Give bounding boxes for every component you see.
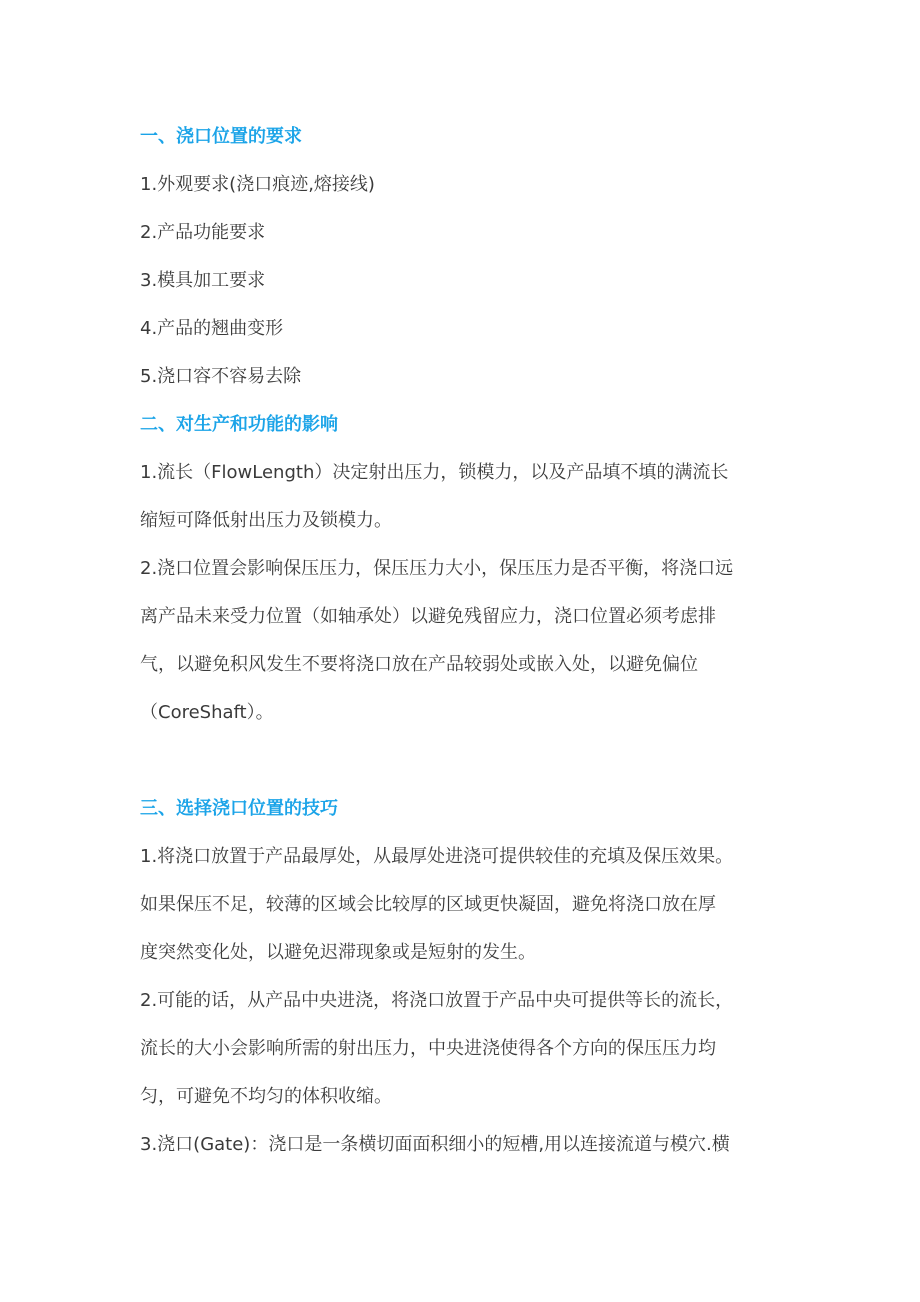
paragraph-line: （CoreShaft）。 [140, 702, 274, 723]
list-item: 2.产品功能要求 [140, 222, 266, 243]
section-heading: 二、对生产和功能的影响 [140, 414, 338, 435]
section-gate-selection-tips [140, 793, 790, 1161]
section-heading: 一、浇口位置的要求 [140, 126, 302, 147]
paragraph-line: 度突然变化处，以避免迟滞现象或是短射的发生。 [140, 942, 536, 963]
document-body [140, 121, 790, 1161]
paragraph-line: 离产品未来受力位置（如轴承处）以避免残留应力，浇口位置必须考虑排 [140, 606, 716, 627]
paragraph-line: 缩短可降低射出压力及锁模力。 [140, 510, 392, 531]
list-item: 3.模具加工要求 [140, 270, 266, 291]
paragraph-line: 2.浇口位置会影响保压压力，保压压力大小，保压压力是否平衡，将浇口远 [140, 558, 734, 579]
paragraph-line: 3.浇口(Gate)：浇口是一条横切面面积细小的短槽,用以连接流道与模穴.横 [140, 1134, 730, 1155]
paragraph-line: 流长的大小会影响所需的射出压力，中央进浇使得各个方向的保压压力均 [140, 1038, 716, 1059]
paragraph-line: 2.可能的话，从产品中央进浇，将浇口放置于产品中央可提供等长的流长， [140, 990, 734, 1011]
section-production-impact [140, 409, 790, 729]
section-heading: 三、选择浇口位置的技巧 [140, 798, 338, 819]
paragraph-line: 如果保压不足，较薄的区域会比较厚的区域更快凝固，避免将浇口放在厚 [140, 894, 716, 915]
list-item: 4.产品的翘曲变形 [140, 318, 284, 339]
section-gate-requirements [140, 121, 790, 393]
paragraph-line: 匀，可避免不均匀的体积收缩。 [140, 1086, 392, 1107]
list-item: 5.浇口容不容易去除 [140, 366, 302, 387]
paragraph-line: 气，以避免积风发生不要将浇口放在产品较弱处或嵌入处，以避免偏位 [140, 654, 698, 675]
paragraph-line: 1.流长（FlowLength）决定射出压力，锁模力，以及产品填不填的满流长 [140, 462, 729, 483]
list-item: 1.外观要求(浇口痕迹,熔接线) [140, 174, 375, 195]
paragraph-line: 1.将浇口放置于产品最厚处，从最厚处进浇可提供较佳的充填及保压效果。 [140, 846, 734, 867]
